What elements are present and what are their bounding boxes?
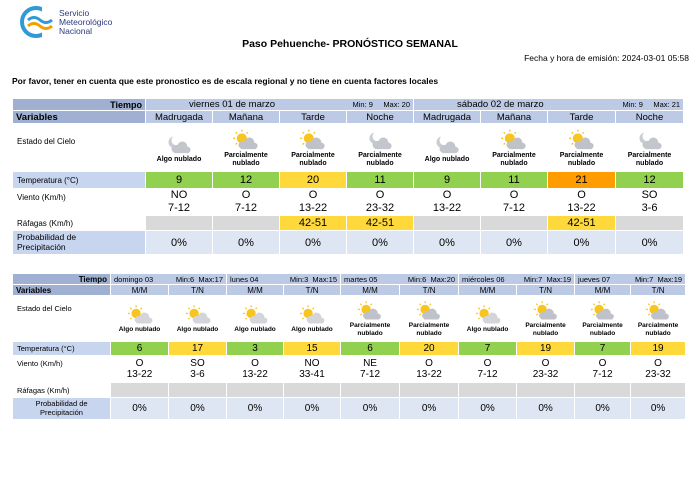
sky-state: [616, 128, 683, 167]
wind-direction: SO: [190, 357, 205, 369]
gust-cell: [459, 383, 517, 398]
period-header: Noche: [616, 111, 684, 124]
gust-cell: [111, 383, 169, 398]
partly-cloudy-day-icon: [231, 128, 261, 152]
gust-cell: [631, 383, 686, 398]
row-label-precip-1: Probabilidad de: [35, 399, 88, 409]
period-header: M/M: [227, 285, 284, 296]
partly-cloudy-night-icon: [365, 128, 395, 152]
sky-state: [284, 304, 340, 333]
wind-speed: 13-22: [567, 202, 596, 214]
wind-cell: [213, 189, 280, 216]
wind-speed: 7-12: [234, 202, 258, 214]
regional-notice: Por favor, tener en cuenta que este pronostico es de escala regional y no tiene en cuenta factores locales: [12, 76, 439, 86]
gust-cell: [575, 383, 631, 398]
sun-cloud-icon: [126, 304, 154, 326]
wind-cell: [616, 189, 684, 216]
extended-forecast-table: [12, 273, 686, 420]
wind-speed: 13-22: [298, 202, 328, 214]
row-label-precip: [13, 398, 111, 420]
sky-label: Parcialmente nublado: [525, 322, 566, 337]
day-min: Min:7: [634, 274, 654, 284]
wind-speed: 7-12: [592, 369, 613, 380]
gust-cell: [213, 216, 280, 231]
sky-state: [111, 304, 168, 333]
temperature-cell: 11: [481, 172, 548, 189]
row-label-sky: Estado del Cielo: [13, 124, 146, 172]
row-label-temp: Temperatura (°C): [13, 172, 146, 189]
temperature-cell: 12: [616, 172, 684, 189]
gust-cell: [414, 216, 481, 231]
day-header: [111, 274, 227, 285]
wind-direction: O: [241, 189, 251, 202]
sky-label: Parcialmente nublado: [408, 322, 450, 337]
wind-speed: 3-6: [641, 202, 658, 214]
emission-datetime: Fecha y hora de emisión: 2024-03-01 05:58: [524, 53, 689, 63]
temperature-cell: 15: [284, 342, 341, 356]
day-min: Min: 9: [352, 100, 373, 109]
wind-direction: NO: [170, 189, 188, 202]
sky-label: Algo nublado: [291, 325, 333, 333]
sky-label: Algo nublado: [118, 325, 161, 333]
sky-label: Parcialmente nublado: [224, 151, 268, 167]
temperature-cell: 6: [341, 342, 400, 356]
partly-cloudy-day-icon: [532, 300, 560, 322]
sky-cell: [341, 296, 400, 342]
sky-label: Parcialmente nublado: [637, 322, 679, 337]
sun-cloud-icon: [184, 304, 212, 326]
wind-speed: 33-41: [299, 369, 325, 380]
wind-cell: [575, 356, 631, 383]
org-line-2: Meteorológico: [59, 17, 113, 27]
precip-cell: 0%: [280, 231, 347, 255]
day-min: Min: 9: [622, 100, 643, 109]
sky-cell: [400, 296, 459, 342]
org-name: [59, 9, 112, 36]
temperature-cell: 19: [631, 342, 686, 356]
wind-speed: 13-22: [126, 369, 153, 380]
wind-speed: 13-22: [432, 202, 462, 214]
wind-speed: 7-12: [360, 369, 381, 380]
period-header: Madrugada: [146, 111, 213, 124]
sky-label: Parcialmente nublado: [627, 151, 672, 167]
sky-state: [280, 128, 346, 167]
sky-label: Parcialmente nublado: [492, 151, 536, 167]
partly-cloudy-day-icon: [298, 128, 328, 152]
sky-label: Algo nublado: [234, 325, 276, 333]
wind-direction: SO: [641, 189, 658, 202]
sky-state: [146, 132, 212, 164]
sky-state: [169, 304, 226, 333]
row-label-gust: Ráfagas (Km/h): [13, 383, 111, 398]
wind-speed: 7-12: [477, 369, 498, 380]
precip-cell: 0%: [146, 231, 213, 255]
sky-cell: [481, 124, 548, 172]
sky-label: Algo nublado: [466, 325, 509, 333]
sky-cell: [517, 296, 575, 342]
precip-cell: 0%: [517, 398, 575, 420]
sky-state: [400, 300, 458, 336]
wind-cell: [481, 189, 548, 216]
sun-cloud-icon: [474, 304, 502, 326]
partly-cloudy-day-icon: [356, 300, 384, 322]
row-label-precip-2: Precipitación: [17, 241, 66, 252]
period-header: T/N: [400, 285, 459, 296]
gust-cell: 42-51: [347, 216, 414, 231]
sky-label: Algo nublado: [156, 155, 202, 163]
sky-cell: [284, 296, 341, 342]
temperature-cell: 7: [575, 342, 631, 356]
day-name: sábado 02 de marzo: [457, 99, 544, 110]
period-header: Madrugada: [414, 111, 481, 124]
day-max: Max:17: [198, 274, 224, 284]
wind-speed: 3-6: [190, 369, 205, 380]
day-max: Max:20: [430, 274, 456, 284]
wind-speed: 7-12: [502, 202, 526, 214]
sky-cell: [459, 296, 517, 342]
precip-cell: 0%: [481, 231, 548, 255]
wind-direction: O: [308, 189, 318, 202]
gust-cell: [341, 383, 400, 398]
day-min: Min:6: [407, 274, 427, 284]
sky-state: [631, 300, 685, 336]
sky-label: Parcialmente nublado: [349, 322, 391, 337]
page-title: Paso Pehuenche- PRONÓSTICO SEMANAL: [242, 38, 458, 50]
day-header: [459, 274, 575, 285]
gust-cell: [616, 216, 684, 231]
temperature-cell: 7: [459, 342, 517, 356]
row-label-temp: Temperatura (°C): [13, 342, 111, 356]
wind-direction: O: [654, 357, 662, 369]
partly-cloudy-day-icon: [644, 300, 672, 322]
sky-label: Algo nublado: [176, 325, 219, 333]
partly-cloudy-night-icon: [635, 128, 665, 152]
day-header: [227, 274, 341, 285]
wind-cell: [280, 189, 347, 216]
precip-cell: 0%: [213, 231, 280, 255]
sky-cell: [146, 124, 213, 172]
period-header: M/M: [111, 285, 169, 296]
sky-state: [459, 304, 516, 333]
temperature-cell: 12: [213, 172, 280, 189]
wind-cell: [548, 189, 616, 216]
temperature-cell: 20: [280, 172, 347, 189]
wind-speed: 13-22: [416, 369, 442, 380]
day-max: Max:15: [312, 274, 338, 284]
temperature-cell: 11: [347, 172, 414, 189]
wind-direction: O: [425, 357, 433, 369]
partly-cloudy-day-icon: [415, 300, 443, 322]
wind-speed: 13-22: [242, 369, 268, 380]
sky-cell: [575, 296, 631, 342]
sun-cloud-icon: [298, 304, 326, 326]
sky-label: Algo nublado: [424, 155, 470, 163]
wind-direction: O: [577, 189, 586, 202]
wind-cell: [631, 356, 686, 383]
precip-cell: 0%: [548, 231, 616, 255]
day-min: Min:3: [289, 274, 309, 284]
day-min: Min:6: [175, 274, 195, 284]
day-header: [414, 99, 684, 111]
variables-label: Variables: [13, 111, 146, 124]
precip-cell: 0%: [414, 231, 481, 255]
wind-direction: O: [541, 357, 550, 369]
period-header: T/N: [631, 285, 686, 296]
day-header: [575, 274, 686, 285]
day-name: miércoles 06: [462, 274, 505, 284]
sky-cell: [347, 124, 414, 172]
temperature-cell: 19: [517, 342, 575, 356]
org-line-1: Servicio: [59, 8, 90, 18]
sky-state: [414, 132, 480, 164]
day-name: viernes 01 de marzo: [189, 99, 276, 110]
sky-label: Parcialmente nublado: [582, 322, 623, 337]
row-label-precip-2: Precipitación: [40, 407, 83, 417]
day-min: Min:7: [523, 274, 543, 284]
day-name: jueves 07: [578, 274, 611, 284]
partly-cloudy-day-icon: [589, 300, 617, 322]
precip-cell: 0%: [459, 398, 517, 420]
temperature-cell: 9: [414, 172, 481, 189]
gust-cell: [227, 383, 284, 398]
sky-state: [227, 304, 283, 333]
period-header: Mañana: [213, 111, 280, 124]
gust-cell: [146, 216, 213, 231]
gust-cell: [481, 216, 548, 231]
wind-direction: NE: [363, 357, 377, 369]
day-header: [146, 99, 414, 111]
org-line-3: Nacional: [59, 26, 93, 36]
wind-speed: 23-32: [532, 369, 559, 380]
precip-cell: 0%: [616, 231, 684, 255]
row-label-sky: Estado del Cielo: [13, 296, 111, 342]
sky-cell: [169, 296, 227, 342]
day-max: Max: 21: [653, 100, 681, 109]
precip-cell: 0%: [284, 398, 341, 420]
sky-state: [517, 300, 574, 336]
wind-cell: [169, 356, 227, 383]
temperature-cell: 3: [227, 342, 284, 356]
period-header: M/M: [575, 285, 631, 296]
day-max: Max:19: [657, 274, 683, 284]
gust-cell: [284, 383, 341, 398]
wind-speed: 23-32: [645, 369, 671, 380]
day-header: [341, 274, 459, 285]
row-label-precip: [13, 231, 146, 255]
wind-cell: [347, 189, 414, 216]
sky-cell: [213, 124, 280, 172]
precip-cell: 0%: [631, 398, 686, 420]
sky-label: Parcialmente nublado: [358, 151, 402, 167]
row-label-precip-1: Probabilidad de: [17, 232, 77, 243]
sky-cell: [616, 124, 684, 172]
wind-direction: NO: [304, 357, 320, 369]
period-header: M/M: [341, 285, 400, 296]
partly-cloudy-day-icon: [567, 128, 597, 152]
wind-direction: O: [135, 357, 144, 369]
temperature-cell: 6: [111, 342, 169, 356]
precip-cell: 0%: [169, 398, 227, 420]
row-label-wind: Viento (Km/h): [13, 356, 111, 383]
day-max: Max: 20: [383, 100, 410, 109]
period-header: T/N: [169, 285, 227, 296]
wind-speed: 23-32: [365, 202, 395, 214]
tiempo-label: Tiempo: [13, 99, 146, 111]
precip-cell: 0%: [347, 231, 414, 255]
daily-forecast-table: [12, 98, 684, 255]
wind-direction: O: [509, 189, 519, 202]
gust-cell: [400, 383, 459, 398]
sky-state: [341, 300, 399, 336]
temperature-cell: 20: [400, 342, 459, 356]
smn-logo-icon: [20, 6, 56, 38]
period-header: Tarde: [548, 111, 616, 124]
sky-cell: [548, 124, 616, 172]
day-name: domingo 03: [114, 274, 154, 284]
precip-cell: 0%: [341, 398, 400, 420]
precip-cell: 0%: [111, 398, 169, 420]
sun-cloud-icon: [241, 304, 269, 326]
wind-cell: [227, 356, 284, 383]
wind-cell: [146, 189, 213, 216]
wind-direction: O: [483, 357, 492, 369]
wind-direction: O: [598, 357, 607, 369]
sky-state: [575, 300, 630, 336]
smn-logo: [20, 6, 170, 40]
precip-cell: 0%: [400, 398, 459, 420]
sky-label: Parcialmente nublado: [559, 151, 604, 167]
period-header: Mañana: [481, 111, 548, 124]
sky-label: Parcialmente nublado: [291, 151, 335, 167]
precip-cell: 0%: [227, 398, 284, 420]
wind-direction: O: [375, 189, 385, 202]
period-header: T/N: [284, 285, 341, 296]
wind-cell: [284, 356, 341, 383]
partly-cloudy-day-icon: [499, 128, 529, 152]
row-label-wind: Viento (Km/h): [13, 189, 146, 216]
partly-cloudy-night-icon: [432, 132, 462, 156]
sky-state: [548, 128, 615, 167]
sky-cell: [280, 124, 347, 172]
variables-label: Variables: [13, 285, 111, 296]
wind-cell: [459, 356, 517, 383]
gust-cell: 42-51: [280, 216, 347, 231]
period-header: Noche: [347, 111, 414, 124]
day-name: lunes 04: [230, 274, 259, 284]
wind-cell: [414, 189, 481, 216]
partly-cloudy-night-icon: [164, 132, 194, 156]
gust-cell: [169, 383, 227, 398]
wind-cell: [341, 356, 400, 383]
temperature-cell: 17: [169, 342, 227, 356]
sky-cell: [227, 296, 284, 342]
wind-speed: 7-12: [167, 202, 191, 214]
wind-cell: [400, 356, 459, 383]
temperature-cell: 21: [548, 172, 616, 189]
wind-cell: [111, 356, 169, 383]
sky-cell: [631, 296, 686, 342]
row-label-gust: Ráfagas (Km/h): [13, 216, 146, 231]
sky-state: [481, 128, 547, 167]
wind-cell: [517, 356, 575, 383]
sky-state: [347, 128, 413, 167]
period-header: Tarde: [280, 111, 347, 124]
period-header: T/N: [517, 285, 575, 296]
tiempo-label: Tiempo: [13, 274, 111, 285]
wind-direction: O: [251, 357, 259, 369]
gust-cell: 42-51: [548, 216, 616, 231]
temperature-cell: 9: [146, 172, 213, 189]
precip-cell: 0%: [575, 398, 631, 420]
sky-cell: [414, 124, 481, 172]
period-header: M/M: [459, 285, 517, 296]
day-name: martes 05: [344, 274, 378, 284]
day-max: Max:19: [546, 274, 572, 284]
sky-cell: [111, 296, 169, 342]
sky-state: [213, 128, 279, 167]
gust-cell: [517, 383, 575, 398]
wind-direction: O: [442, 189, 452, 202]
